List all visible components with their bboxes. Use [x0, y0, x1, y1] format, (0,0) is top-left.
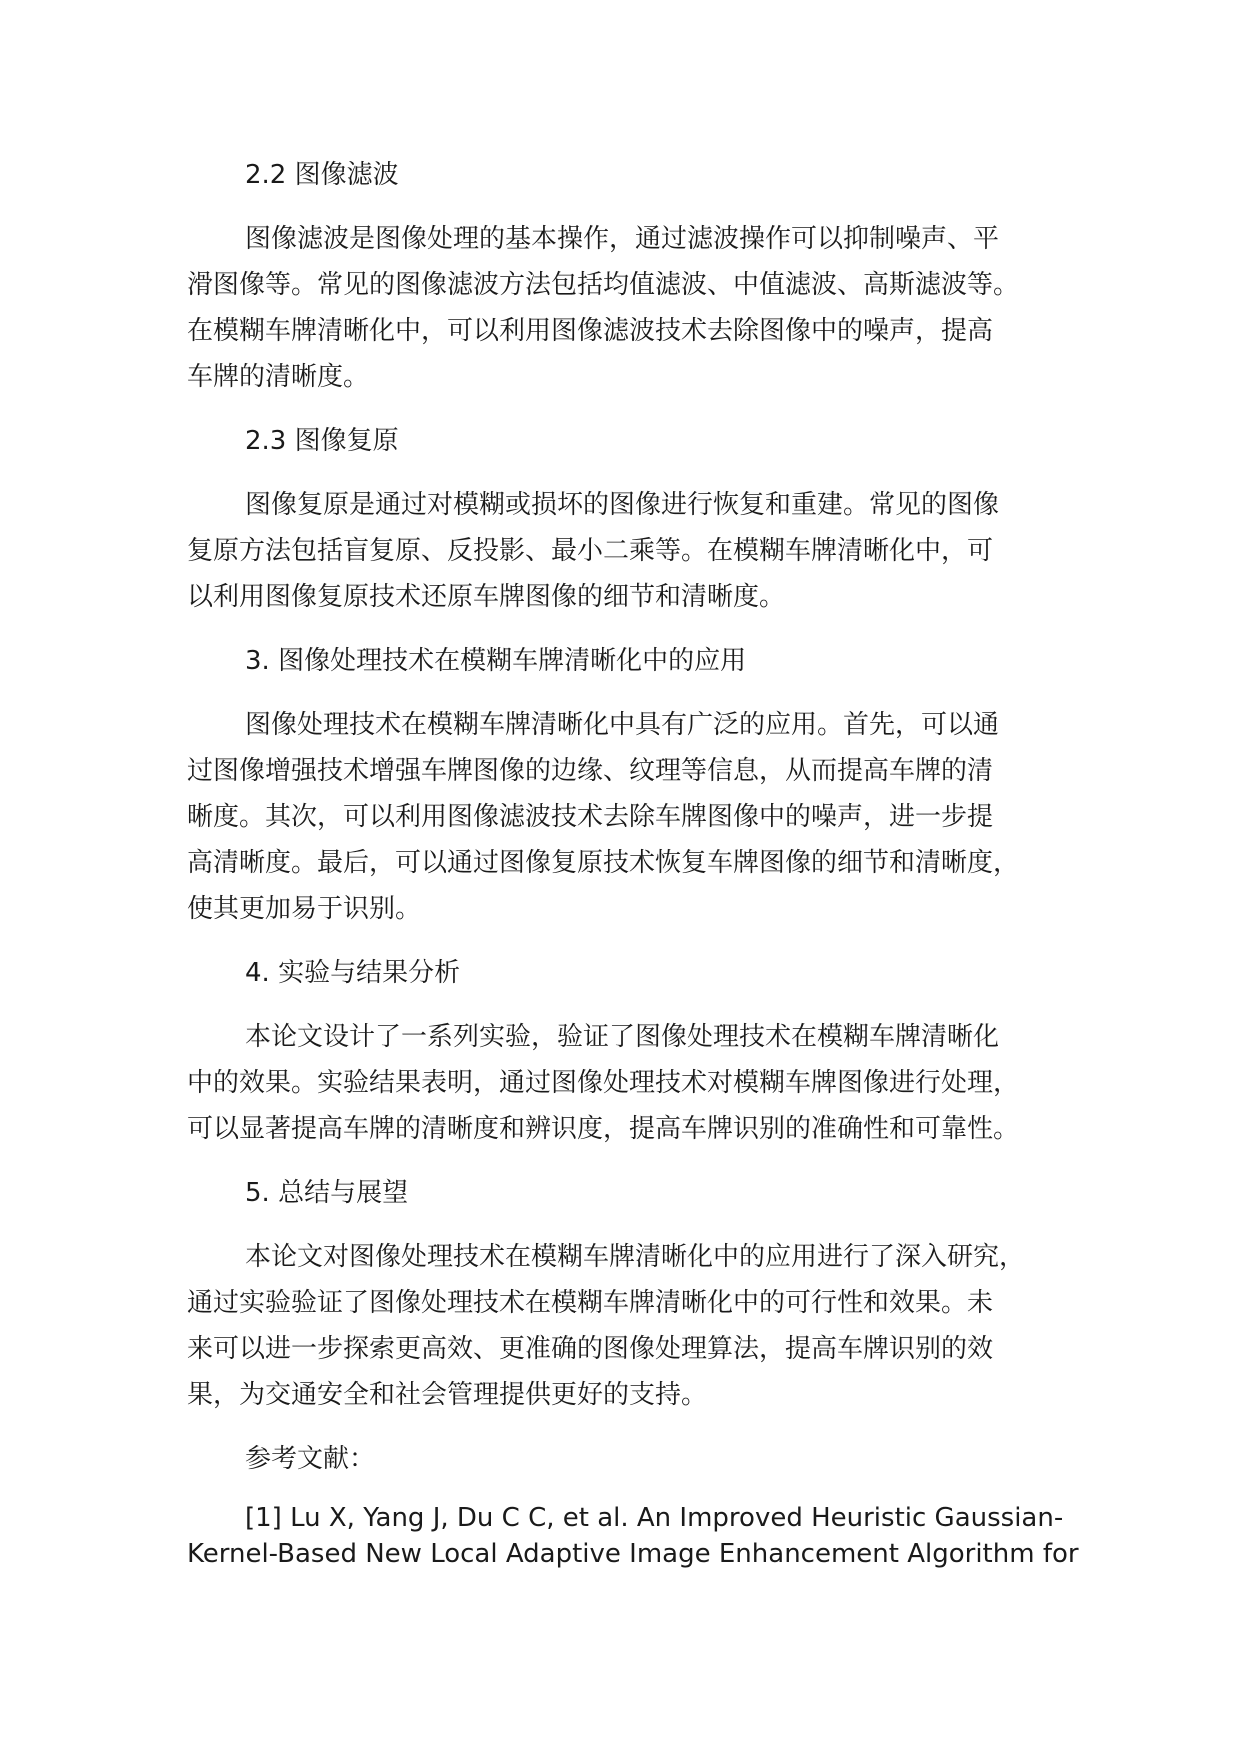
paragraph-line: 本论文对图像处理技术在模糊车牌清晰化中的应用进行了深入研究，: [245, 1242, 1026, 1272]
reference-item: [187, 1500, 1087, 1572]
paragraph: [187, 1014, 1087, 1152]
paragraph-line: 通过实验验证了图像处理技术在模糊车牌清晰化中的可行性和效果。未: [187, 1288, 994, 1318]
paragraph-line: 图像复原是通过对模糊或损坏的图像进行恢复和重建。常见的图像: [245, 490, 1000, 520]
paragraph-line: 复原方法包括盲复原、反投影、最小二乘等。在模糊车牌清晰化中，可: [187, 536, 994, 566]
section-heading: 5. 总结与展望: [245, 1178, 409, 1208]
paragraph-line: 过图像增强技术增强车牌图像的边缘、纹理等信息，从而提高车牌的清: [187, 756, 994, 786]
paragraph-line: 在模糊车牌清晰化中，可以利用图像滤波技术去除图像中的噪声，提高: [187, 316, 994, 346]
section-image-restoration: [187, 418, 1087, 620]
references-section: [187, 1436, 1087, 1572]
reference-line: Kernel-Based New Local Adaptive Image Enhancement Algorithm for: [187, 1539, 1079, 1569]
paragraph-line: 图像处理技术在模糊车牌清晰化中具有广泛的应用。首先，可以通: [245, 710, 1000, 740]
references-heading: 参考文献：: [245, 1444, 376, 1474]
section-heading: 2.3 图像复原: [245, 426, 399, 456]
section-heading: 3. 图像处理技术在模糊车牌清晰化中的应用: [245, 646, 747, 676]
section-heading: 4. 实验与结果分析: [245, 958, 461, 988]
paragraph-line: 高清晰度。最后，可以通过图像复原技术恢复车牌图像的细节和清晰度，: [187, 848, 1020, 878]
section-heading: 2.2 图像滤波: [245, 160, 399, 190]
section-conclusion: [187, 1170, 1087, 1418]
paragraph: [187, 702, 1087, 932]
paragraph: [187, 482, 1087, 620]
paragraph-line: 使其更加易于识别。: [187, 894, 422, 924]
document-body: [187, 152, 1087, 1590]
paragraph: [187, 1234, 1087, 1418]
paragraph-line: 可以显著提高车牌的清晰度和辨识度，提高车牌识别的准确性和可靠性。: [187, 1114, 1020, 1144]
paragraph-line: 中的效果。实验结果表明，通过图像处理技术对模糊车牌图像进行处理，: [187, 1068, 1020, 1098]
paragraph-line: 果，为交通安全和社会管理提供更好的支持。: [187, 1380, 708, 1410]
section-image-filtering: [187, 152, 1087, 400]
paragraph-line: 晰度。其次，可以利用图像滤波技术去除车牌图像中的噪声，进一步提: [187, 802, 994, 832]
paragraph-line: 来可以进一步探索更高效、更准确的图像处理算法，提高车牌识别的效: [187, 1334, 994, 1364]
paragraph-line: 本论文设计了一系列实验，验证了图像处理技术在模糊车牌清晰化: [245, 1022, 1000, 1052]
paragraph-line: 滑图像等。常见的图像滤波方法包括均值滤波、中值滤波、高斯滤波等。: [187, 270, 1020, 300]
section-applications: [187, 638, 1087, 932]
reference-line: [1] Lu X, Yang J, Du C C, et al. An Improved Heuristic Gaussian-: [245, 1503, 1064, 1533]
section-experiments: [187, 950, 1087, 1152]
paragraph-line: 图像滤波是图像处理的基本操作，通过滤波操作可以抑制噪声、平: [245, 224, 1000, 254]
paragraph: [187, 216, 1087, 400]
paragraph-line: 以利用图像复原技术还原车牌图像的细节和清晰度。: [187, 582, 786, 612]
paragraph-line: 车牌的清晰度。: [187, 362, 370, 392]
